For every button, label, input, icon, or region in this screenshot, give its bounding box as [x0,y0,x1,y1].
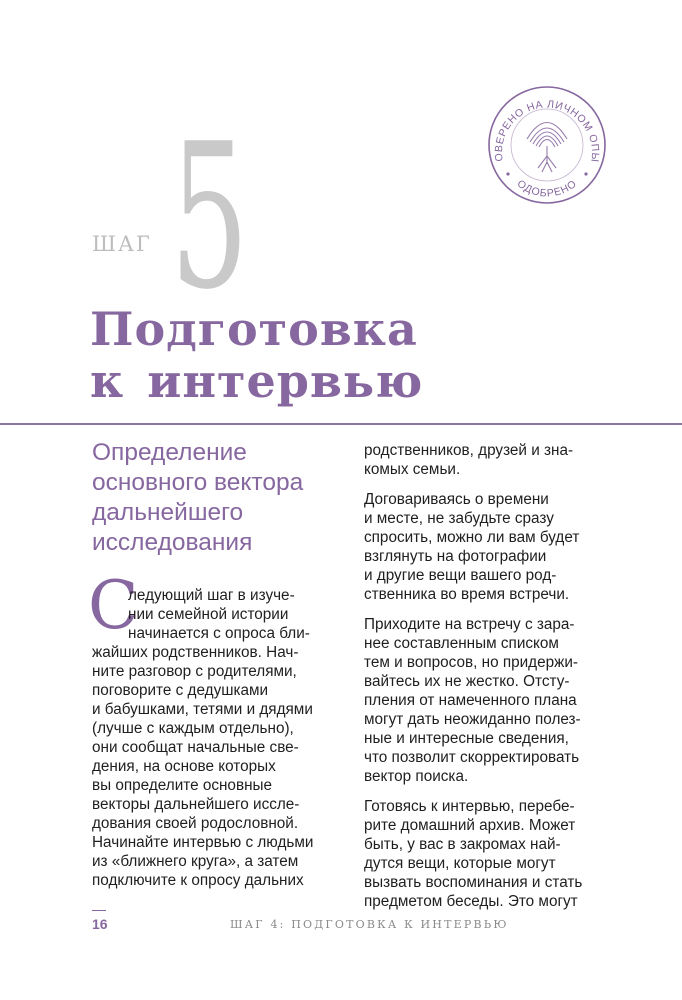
text-line: спросить, можно ли вам будет [364,529,580,546]
text-line: дения, на основе которых [92,758,276,775]
text-line: могут дать неожиданно полез- [364,711,581,728]
paragraph [364,441,614,479]
paragraph [364,797,614,911]
title-divider [0,423,682,425]
step-number: 5 [170,101,249,334]
text-line: родственников, друзей и зна- [364,442,574,459]
text-line: нее составленным списком [364,635,559,652]
running-header: ШАГ 4: ПОДГОТОВКА К ИНТЕРВЬЮ [230,918,509,931]
text-line: дутся вещи, которые могут [364,855,556,872]
text-line: ные и интересные сведения, [364,730,569,747]
text-line: взглянуть на фотографии [364,548,547,565]
text-line: ледующий шаг в изуче- [128,587,295,604]
text-line: что позволит скорректировать [364,749,580,766]
text-line: они сообщат начальные све- [92,739,299,756]
paragraph [364,615,614,786]
text-line: Готовясь к интервью, перебе- [364,798,575,815]
left-column-text [92,586,352,890]
stamp-bottom-text: ОДОБРЕНО [514,177,580,200]
text-line: вызвать воспоминания и стать [364,874,583,891]
chapter-title-line-2: к интервью [90,354,424,408]
text-line: нии семейной истории [128,606,289,623]
stamp-top-text: ОВЕРЕНО НА ЛИЧНОМ ОПЫ [492,98,602,163]
page-number-rule [92,910,106,911]
text-line: Приходите на встречу с зара- [364,616,575,633]
chapter-title-line-1: Подготовка [90,302,418,356]
text-line: комых семьи. [364,461,461,478]
right-column-text [364,441,614,922]
paragraph [364,490,614,604]
text-line: Договариваясь о времени [364,491,549,508]
text-line: дования своей родословной. [92,815,299,832]
text-line: жайших родственников. Нач- [92,644,299,661]
text-line: и бабушками, тетями и дядями [92,701,313,718]
subtitle-line: Определение [92,439,247,466]
text-line: из «ближнего круга», а затем [92,853,299,870]
text-line: ственника во время встречи. [364,586,570,603]
text-line: тем и вопросов, но придержи- [364,654,578,671]
step-label: ШАГ [92,232,152,256]
text-line: быть, у вас в закромах най- [364,836,561,853]
drop-cap: С [88,567,139,644]
stamp-seal-icon [486,84,608,206]
text-line: пления от намеченного плана [364,692,577,709]
text-line: поговорите с дедушками [92,682,269,699]
text-line: Начинайте интервью с людьми [92,834,314,851]
text-line: и другие вещи вашего род- [364,567,557,584]
page-number: 16 [92,916,108,932]
subtitle-line: основного вектора [92,469,304,496]
text-line: рите домашний архив. Может [364,817,576,834]
subtitle-line: дальнейшего [92,499,244,526]
text-line: вектор поиска. [364,768,469,785]
text-line: подключите к опросу дальних [92,872,304,889]
text-line: векторы дальнейшего иссле- [92,796,300,813]
text-line: вы определите основные [92,777,273,794]
subtitle-line: исследования [92,529,253,556]
text-line: вайтесь их не жестко. Отсту- [364,673,570,690]
text-line: начинается с опроса бли- [128,625,310,642]
text-line: предметом беседы. Это могут [364,893,578,910]
text-line: (лучше с каждым отдельно), [92,720,294,737]
text-line: и месте, не забудьте сразу [364,510,554,527]
approved-stamp [486,84,608,206]
text-line: ните разговор с родителями, [92,663,297,680]
section-subtitle [92,438,362,558]
